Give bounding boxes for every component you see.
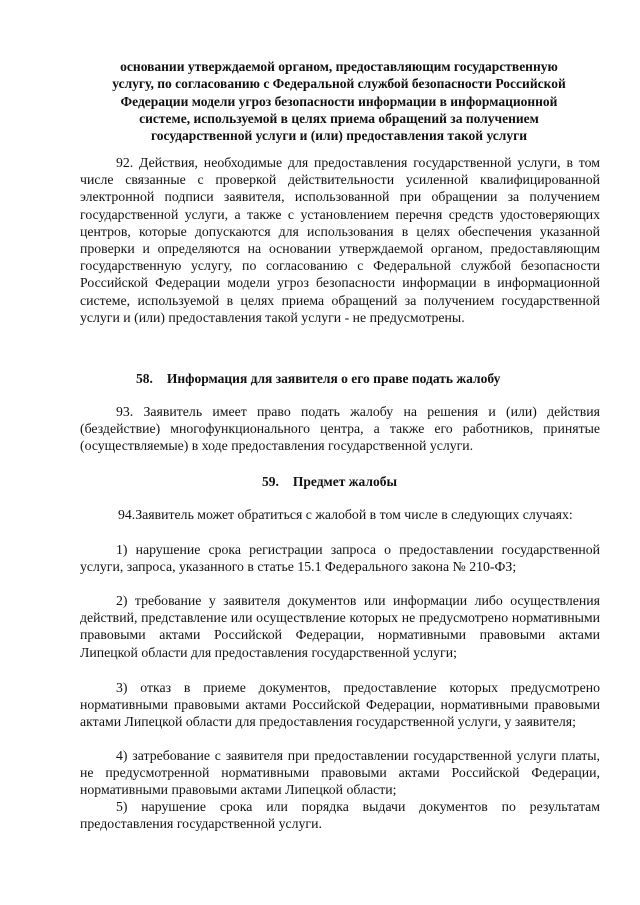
heading-59-number: 59. xyxy=(262,474,279,489)
paragraph-92: 92. Действия, необходимые для предоставления государственной услуги, в том числе связанные с проверкой действительности усиленной квалифицированной электронной подписи заявителя, использованной при обращении за получением государственной услуги, а также с установлением перечня средств удостоверяющих центров, которые допускаются для использования в целях обеспечения указанной проверки и определяются на основании утверждаемой органом, предоставляющим государственную услугу, по согласованию с Федеральной службой безопасности Российской Федерации модели угроз безопасности информации в информационной системе, используемой в целях приема обращений за получением государственной услуги и (или) предоставления такой услуги - не предусмотрены. xyxy=(80,155,600,325)
heading-59-text: Предмет жалобы xyxy=(292,474,397,489)
title-line: услугу, по согласованию с Федеральной службой безопасности Российской xyxy=(112,76,566,92)
heading-58-number: 58. xyxy=(136,371,153,386)
list-item-5: 5) нарушение срока или порядка выдачи документов по результатам предоставления государственной услуги. xyxy=(80,799,600,832)
title-line: Федерации модели угроз безопасности информации в информационной xyxy=(120,93,558,109)
paragraph-93: 93. Заявитель имеет право подать жалобу на решения и (или) действия (бездействие) многофункционального центра, а также его работников, принятые (осуществляемые) в ходе предоставления государственной услуги. xyxy=(80,404,600,454)
list-item-2: 2) требование у заявителя документов или информации либо осуществления действий, представление или осуществление которых не предусмотрено нормативными правовыми актами Российской Федерации, нормативными правовыми актами Липецкой области для предоставления государственной услуги; xyxy=(80,593,600,660)
title-line: государственной услуги и (или) предоставления такой услуги xyxy=(150,128,528,144)
section-title xyxy=(80,58,598,144)
heading-58-text: Информация для заявителя о его праве подать жалобу xyxy=(166,371,501,386)
list-item-4: 4) затребование с заявителя при предоставлении государственной услуги платы, не предусмотренной нормативными правовыми актами Российской Федерации, нормативными правовыми актами Липецкой области; xyxy=(80,748,600,798)
title-line: системе, используемой в целях приема обращений за получением xyxy=(139,110,539,126)
list-item-1: 1) нарушение срока регистрации запроса о предоставлении государственной услуги, запроса, указанного в статье 15.1 Федерального закона № 210-ФЗ; xyxy=(80,542,600,575)
list-item-3: 3) отказ в приеме документов, предоставление которых предусмотрено нормативными правовыми актами Российской Федерации, нормативными правовыми актами Липецкой области для предоставления государственной услуги, у заявителя; xyxy=(80,680,600,730)
heading-58 xyxy=(136,370,500,387)
heading-59 xyxy=(262,473,397,490)
title-line: основании утверждаемой органом, предоставляющим государственную xyxy=(120,59,558,74)
paragraph-94-intro: 94.Заявитель может обратиться с жалобой в том числе в следующих случаях: xyxy=(118,507,573,522)
